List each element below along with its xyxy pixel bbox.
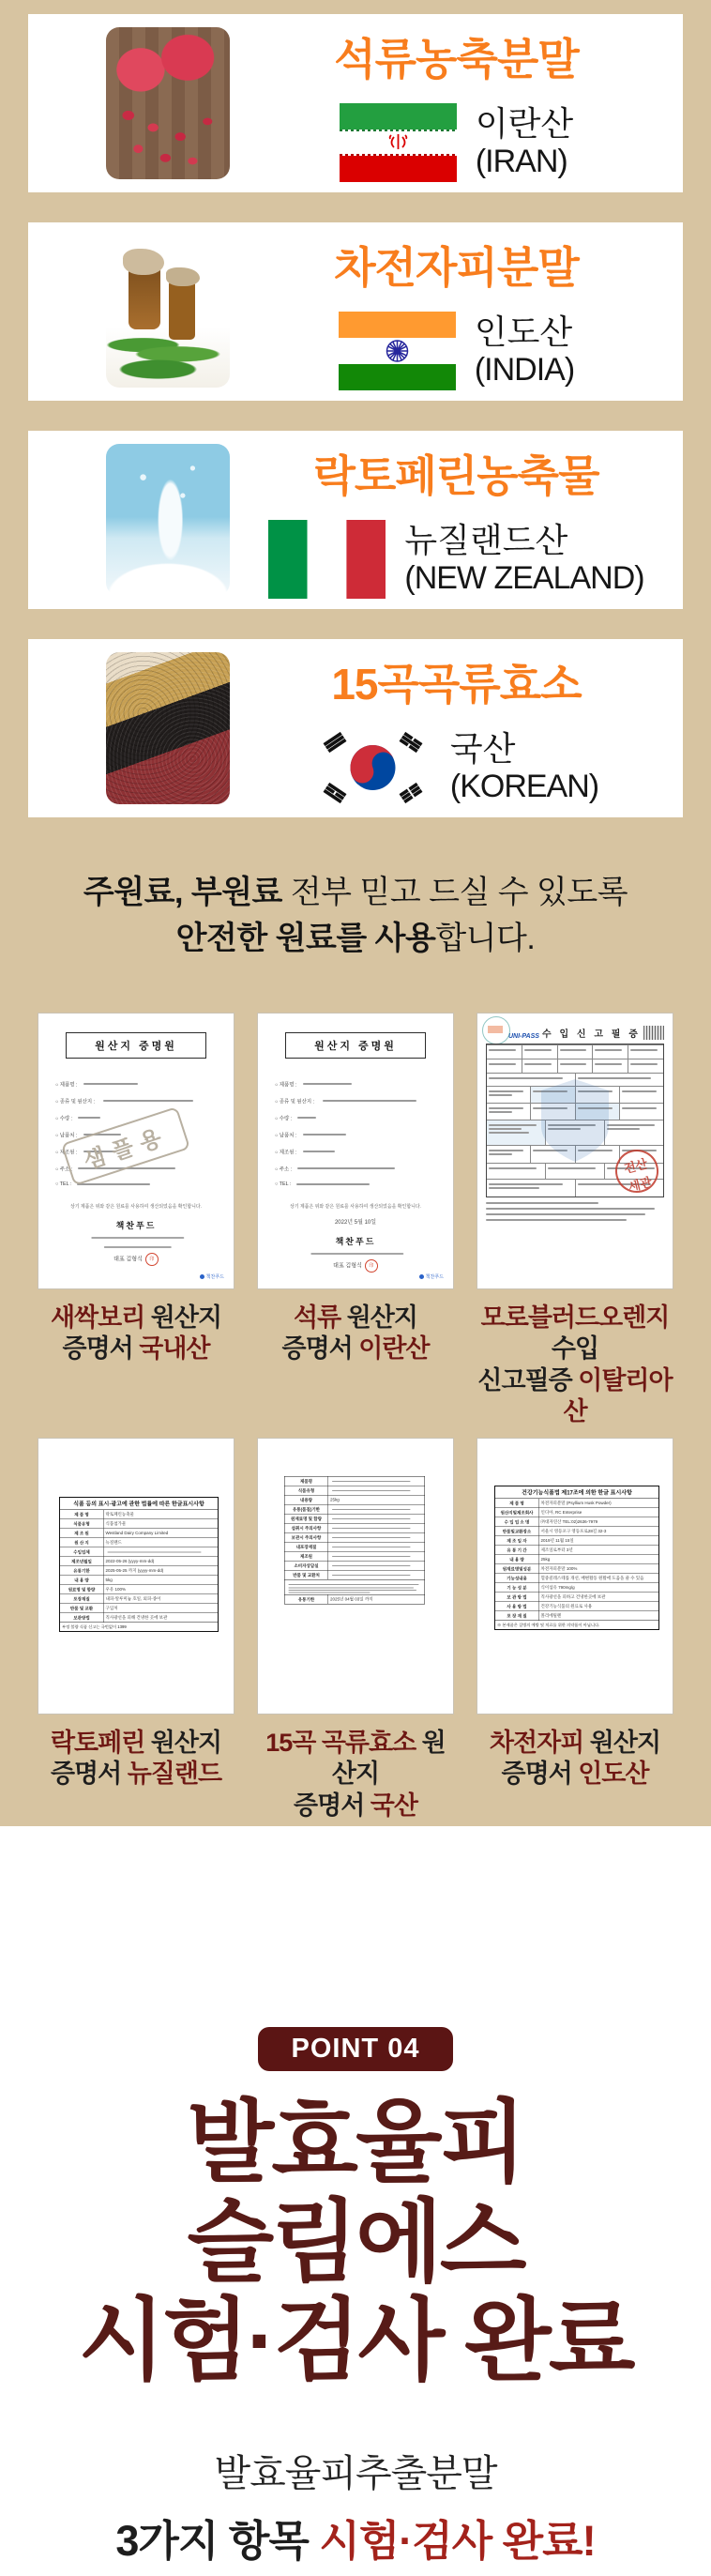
certificate-title: 원산지 증명원 [285,1032,426,1059]
label-rows: 제 품 명 락토페린농축물 식품유형 식품첨가물 제 조 원 Westland Dairy Company Limited 원 산 지 뉴질랜드 수입업체 제조년월일 2022-05-26 (yyyy-mm-dd) 유통기한 2025-05-25 까지 (yyyy-mm-dd) 내 용 량 5kg 원료명 및 함량 우유 100% 포장재질 내피-알루미늄 호일, 외피-종이 반품 및 교환 구입처 보관방법 직사광선을 피해 건냉한 곳에 보관 [60,1510,218,1623]
certificate-title: 원산지 증명원 [66,1032,206,1059]
certificate-barley: 원산지 증명원 ○ 제품명 : ○ 종류 및 원산지 : ○ 수량 : ○ 납품처 : ○ 제조원 : ○ 주소 : ○ TEL : 상기 제품은 위와 같은 원료를 사용하여 생산되었음을 확인합니다. 책찬푸드 대표 김형식 印 샘플용 책찬푸드 [38,1013,234,1289]
origin-card-psyllium [28,222,683,401]
red-seal-stamp: 印 [365,1259,378,1273]
caption-pomegranate: 석류 원산지 증명서 이란산 [281,1303,430,1364]
caption-lactoferrin: 락토페린 원산지 증명서 뉴질랜드 [50,1728,222,1789]
origin-latin: (INDIA) [474,352,575,389]
company-name: 책찬푸드 [115,1220,157,1230]
customs-shield-watermark [537,1077,613,1164]
label-rows: 제 품 명 차전자피분말 (Psyllium Husk Powder) 원산지및제조회사 인디아, RC Enterprise 수 입 업 소 명 ㈜대자연산 TEL:02)2636-7979 반품및교환장소 서울시 영등포구 영등포로28길 32-3 제 조 일 자 2019년 11월 15일 유 통 기 간 제조일로부터 3년 내 용 량 25kg 원재료명및성분 차전자피분말 100% 기능성내용 혈중콜레스테롤 개선, 배변활동 원활에 도움을 줄 수 있음 기 능 성 분 식이섬유 790mg/g 보 관 방 법 직사광선을 피하고 건냉한곳에 보관 사 용 방 법 건강기능식품의 원료로 사용 포 장 재 질 폴리에틸렌 [495,1499,658,1621]
point04-section [0,1826,711,2568]
import-title: 수 입 신 고 필 증 [542,1029,641,1040]
certificate-pomegranate: 원산지 증명원 ○ 제품명 : ○ 종류 및 원산지 : ○ 수량 : ○ 납품처 : ○ 제조원 : ○ 주소 : ○ TEL : 상기 제품은 위와 같은 원료를 사용하여 생산되었음을 확인합니다. 2022년 5월 10일 책찬푸드 대표 김형식 印 책찬푸드 [257,1013,454,1289]
origin-card-grains [28,639,683,817]
origin-latin: (IRAN) [475,144,567,180]
origin-card-lactoferrin [28,431,683,609]
customs-red-stamp: 전산 세관 [611,1145,663,1197]
certificate-grid [0,1013,711,1821]
red-seal-stamp: 印 [145,1253,159,1266]
origin-name: 이란산 [475,103,574,143]
origin-latin: (KOREAN) [449,769,599,805]
india-flag [339,312,456,390]
korea-flag [314,728,431,807]
origin-name: 뉴질랜드산 [404,520,568,559]
label-psyllium: 건강기능식품법 제17조에 의한 한글 표시사항 제 품 명 차전자피분말 (Psyllium Husk Powder) 원산지및제조회사 인디아, RC Enterprise 수 입 업 소 명 ㈜대자연산 TEL:02)2636-7979 반품및교환장소 서울시 영등포구 영등포로28길 32-3 제 조 일 자 2019년 11월 15일 유 통 기 간 제조일로부터 3년 내 용 량 25kg 원재료명및성분 차전자피분말 100% 기능성내용 혈중콜레스테롤 개선, 배변활동 원활에 도움을 줄 수 있음 기 능 성 분 식이섬유 790mg/g 보 관 방 법 직사광선을 피하고 건냉한곳에 보관 사 용 방 법 건강기능식품의 원료로 사용 포 장 재 질 폴리에틸렌 ※ 본제품은 질병의 예방 및 치료를 위한 의약품이 아닙니다. [477,1438,673,1715]
label-grain-enzyme: 제품명 식품유형 내용량 25kg 유통(품질)기한 원재료명 및 함량 섭취시 주의사항 보관시 주의사항 내포장재질 제조원 소비자상담실 반품 및 교환처 유통기한 2025년 04월 03일 까지 [257,1438,454,1715]
psyllium-photo [106,236,230,388]
sample-stamp: 샘플용 [61,1106,190,1186]
caption-grain-enzyme: 15곡 곡류효소 원산지 증명서 국산 [265,1728,446,1820]
import-declaration [477,1013,673,1289]
caption-barley: 새싹보리 원산지 증명서 국내산 [50,1303,222,1364]
italy-flag [268,520,386,599]
ingredient-title: 차전자피분말 [334,242,579,292]
company-logo: 책찬푸드 [200,1273,224,1280]
origin-latin: (NEW ZEALAND) [404,560,644,597]
point-badge: POINT 04 [258,2027,454,2071]
origin-name: 국산 [449,728,516,768]
barcode [643,1026,664,1040]
origin-card-pomegranate [28,14,683,192]
label-lactoferrin: 식품 등의 표시·광고에 관한 법률에 따른 한글표시사항 제 품 명 락토페린농축물 식품유형 식품첨가물 제 조 원 Westland Dairy Company Limited 원 산 지 뉴질랜드 수입업체 제조년월일 2022-05-26 (yyyy-mm-dd) 유통기한 2025-05-25 까지 (yyyy-mm-dd) 내 용 량 5kg 원료명 및 함량 우유 100% 포장재질 내피-알루미늄 호일, 외피-종이 반품 및 교환 구입처 보관방법 직사광선을 피해 건냉한 곳에 보관 부정 불량 식품 신고는 국번없이 1399 [38,1438,234,1715]
safety-claim: 주원료, 부원료 전부 믿고 드실 수 있도록 안전한 원료를 사용합니다. [83,875,628,956]
caption-blood-orange: 모로블러드오렌지 수입 신고필증 이탈리아산 [477,1303,673,1426]
company-name: 책찬푸드 [335,1236,376,1246]
ingredient-title: 락토페린농축물 [313,450,599,500]
point-title: 발효율피 슬림에스 시험·검사 완료 [78,2093,633,2392]
origin-name: 인도산 [474,312,573,351]
pomegranate-photo [106,27,230,179]
customs-round-stamp [482,1016,510,1044]
company-logo: 책찬푸드 [419,1273,444,1280]
grains-photo [106,652,230,804]
certificate-date: 2022년 5월 10일 [334,1219,377,1226]
milk-photo [106,444,230,596]
point-subtitle-highlight: 3가지 항목 시험·검사 완료! [115,2516,596,2565]
caption-psyllium: 차전자피 원산지 증명서 인도산 [489,1728,661,1789]
label-rows: 제품명 식품유형 내용량 25kg 유통(품질)기한 원재료명 및 함량 섭취시 주의사항 보관시 주의사항 내포장재질 제조원 소비자상담실 반품 및 교환처 [285,1476,425,1579]
ingredient-title: 석류농축분말 [334,34,579,84]
unipass-logo: UNI-PASS [508,1032,539,1040]
iran-flag [340,103,457,182]
ingredient-title: 15곡곡류효소 [331,659,582,709]
point-subtitle: 발효율피추출분말 [214,2452,497,2494]
